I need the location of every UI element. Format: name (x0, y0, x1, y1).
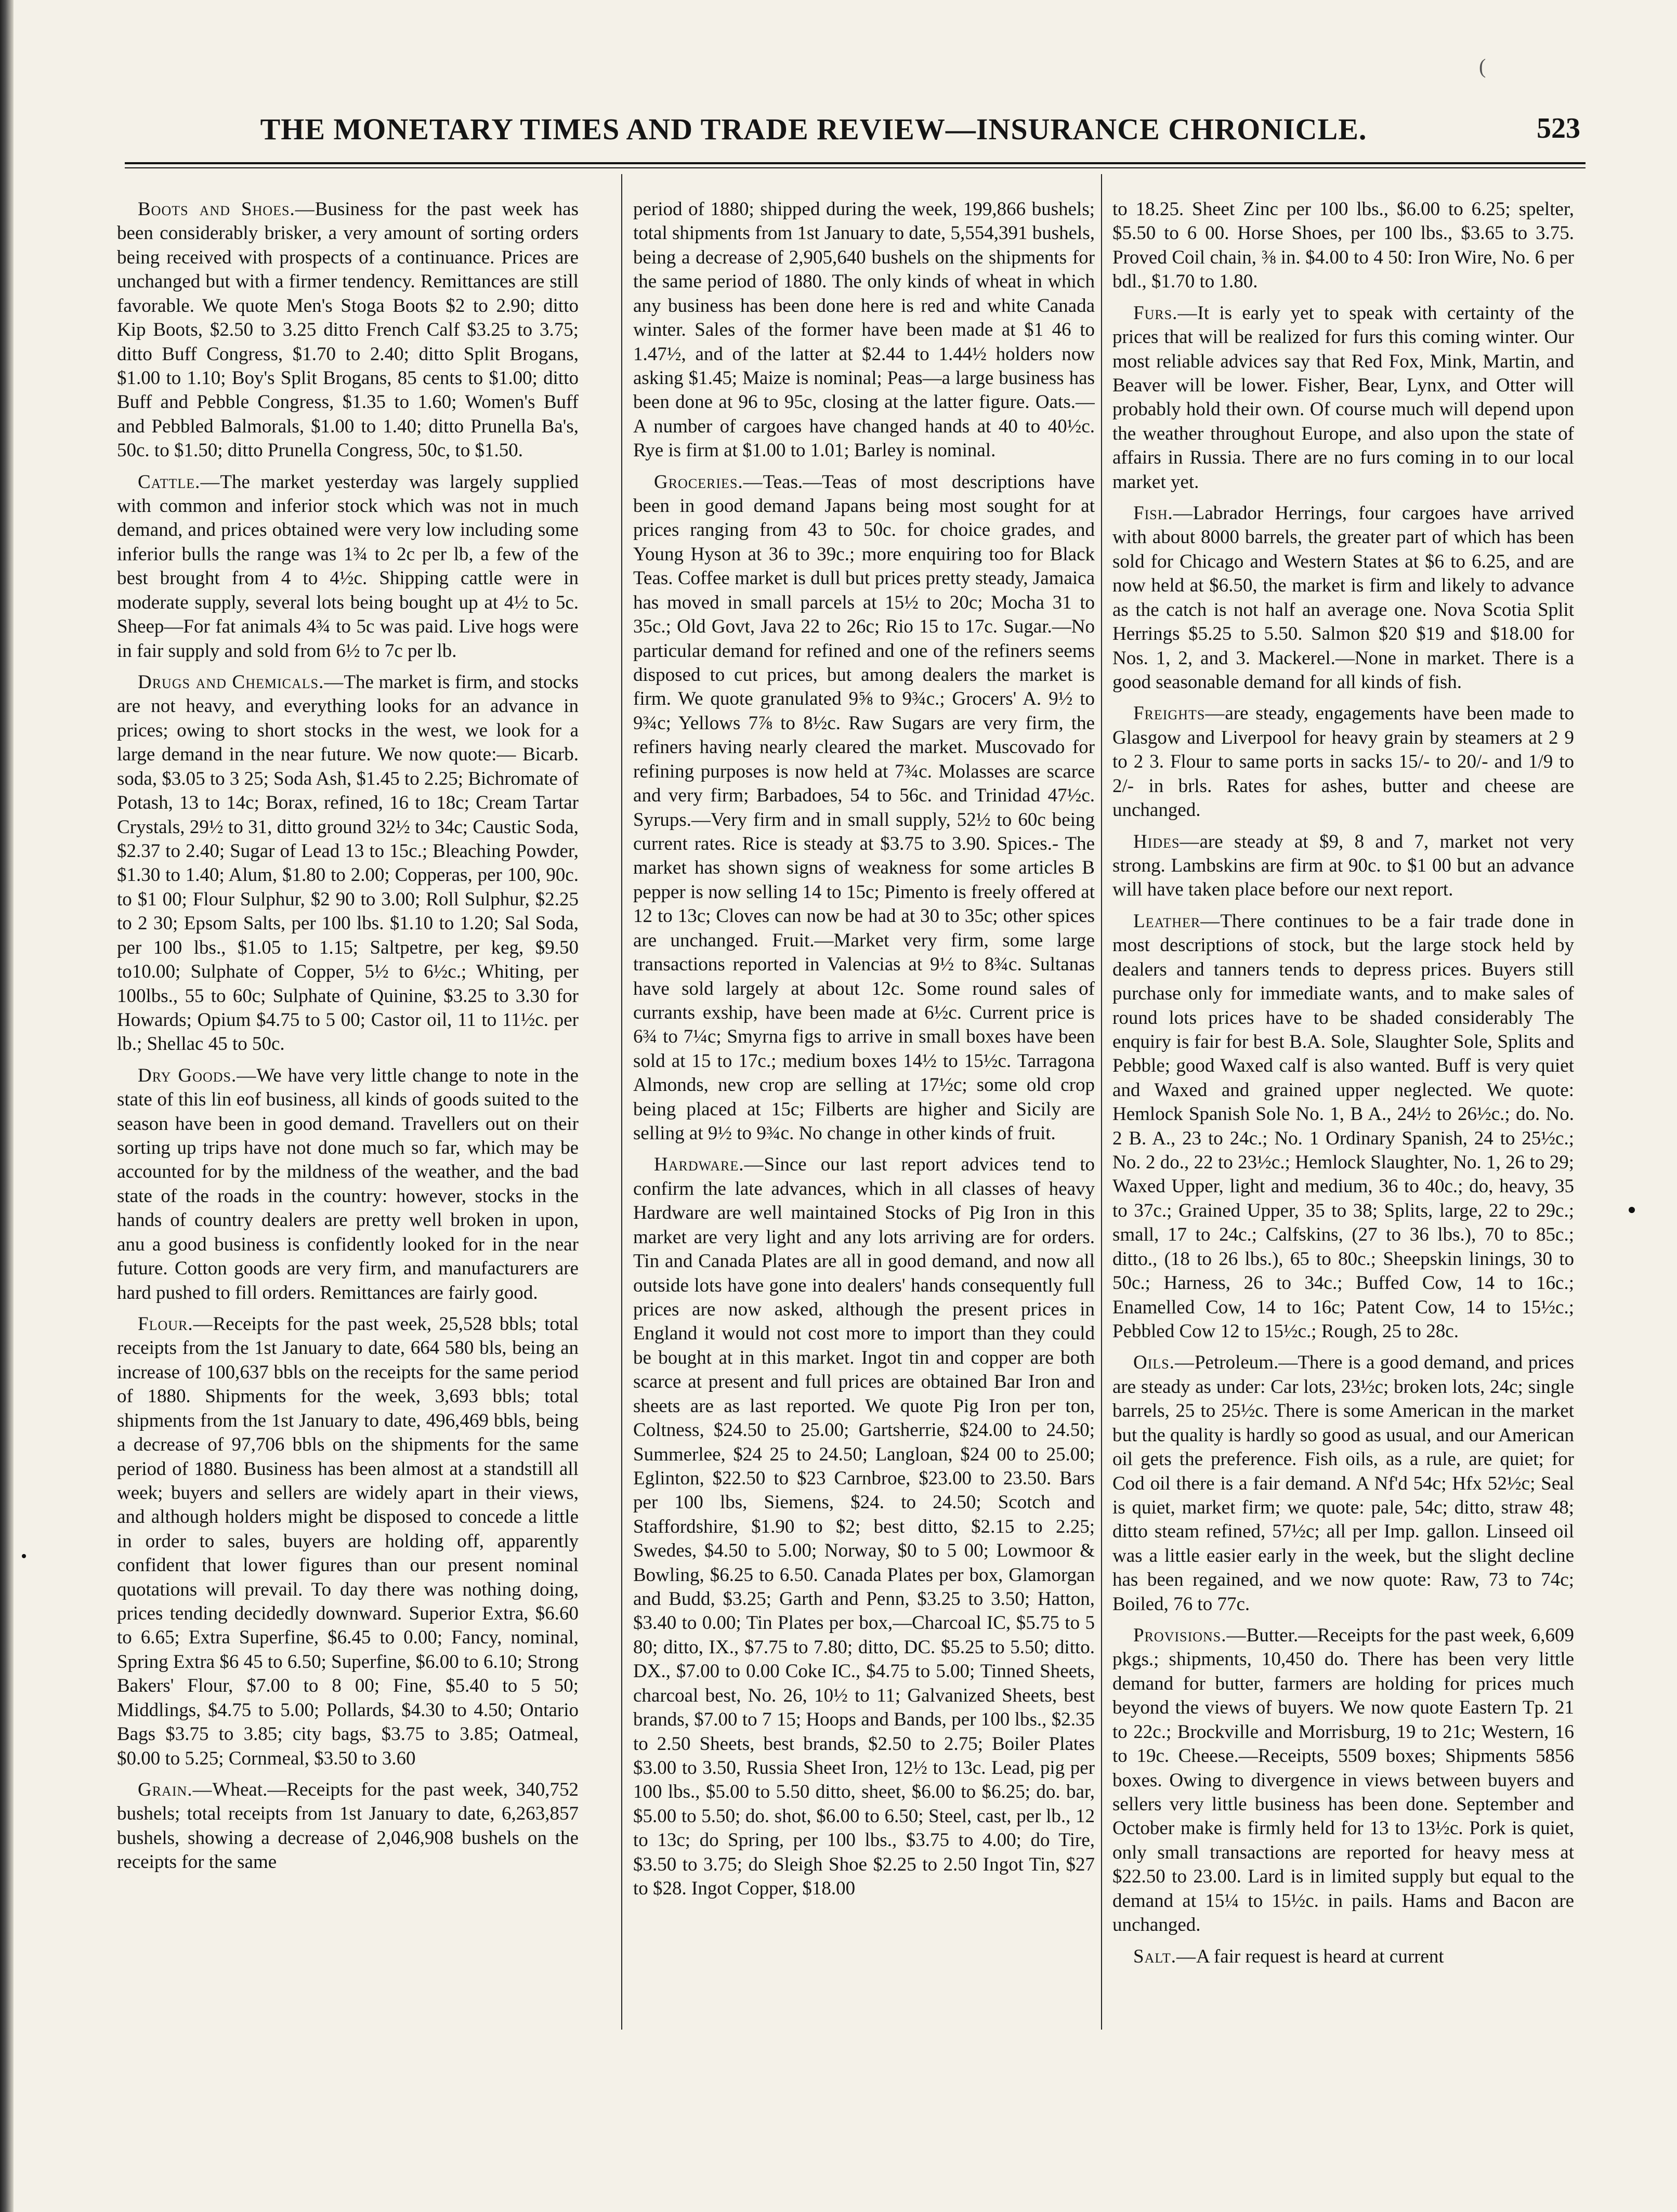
paragraph-text: The market is firm, and stocks are not heavy, and everything looks for an advance in prices; owing to short stocks in the west, we look for a large demand in the near future. We now quote:— Bicarb. soda, $3.05 to 3 25; Soda Ash, $1.45 to 2.25; Bichromate of Potash, 13 to 14c; Borax, refined, 16 to 18c; Cream Tartar Crystals, 29½ to 31, ditto ground 32½ to 34c; Caustic Soda, $2.37 to 2.40; Sugar of Lead 13 to 15c.; Bleaching Powder, $1.30 to 1.40; Alum, $1.80 to 2.00; Copperas, per 100, 90c. to $1 00; Flour Sulphur, $2 90 to 3.00; Roll Sulphur, $2.25 to 2 30; Epsom Salts, per 100 lbs. $1.10 to 1.20; Sal Soda, per 100 lbs., $1.05 to 1.15; Saltpetre, per keg, $9.50 to10.00; Sulphate of Copper, 5½ to 6½c.; Whiting, per 100lbs., 55 to 60c; Sulphate of Quinine, $3.25 to 3.30 for Howards; Opium $4.75 to 5 00; Castor oil, 11 to 11½c. per lb.; Shellac 45 to 50c. (117, 672, 579, 1055)
article-paragraph (1112, 502, 1574, 694)
header-rule-thin (125, 167, 1586, 168)
paragraph-text: Labrador Herrings, four cargoes have arrived with about 8000 barrels, the greater part of which has been sold for Chicago and Western States at $6 to 6.25, and are now held at $6.50, the market is firm and likely to advance as the catch is not half an average one. Nova Scotia Split Herrings $5.25 to 5.50. Salmon $20 $19 and $18.00 for Nos. 1, 2, and 3. Mackerel.—None in market. There is a good seasonable demand for all kinds of fish. (1112, 503, 1574, 693)
article-paragraph (1112, 1624, 1574, 1937)
article-paragraph (117, 670, 579, 1057)
section-heading: Leather— (1133, 910, 1221, 932)
paragraph-text: Petroleum.—There is a good demand, and prices are steady as under: Car lots, 23½c; broken lots, 24c; single barrels, 25 to 25½c. There is some American in the market but the quality is hardly so good as usual, and our American oil gets the preference. Fish oils, as a rule, are quiet; for Cod oil there is a fair demand. A Nf'd 54c; Hfx 52½c; Seal is quiet, market firm; we quote: pale, 54c; ditto, straw 48; ditto steam refined, 57½c; all per Imp. gallon. Linseed oil was a little easier early in the week, but the slight decline has been regained, and we now quote: Raw, 73 to 74c; Boiled, 76 to 77c. (1112, 1352, 1574, 1615)
article-paragraph (1112, 1351, 1574, 1616)
article-paragraph (117, 1312, 579, 1771)
paragraph-text: Teas.—Teas of most descriptions have been in good demand Japans being most sought for at prices ranging from 43 to 50c. for choice grades, and Young Hyson at 36 to 39c.; more enquiring too for Black Teas. Coffee market is dull but prices pretty steady, Jamaica has moved in small parcels at 15½ to 20c; Mocha 31 to 35c.; Old Govt, Java 22 to 26c; Rio 15 to 17c. Sugar.—No particular demand for refined and one of the refiners seems disposed to cut prices, but among dealers the market is firm. We quote granulated 9⅝ to 9¾c.; Grocers' A. 9½ to 9¾c; Yellows 7⅞ to 8½c. Raw Sugars are very firm, the refiners having nearly cleared the market. Muscovado for refining purposes is now held at 7¾c. Molasses are scarce and very firm; Barbadoes, 54 to 56c. and Trinidad 47½c. Syrups.—Very firm and in small supply, 52½ to 60c being current rates. Rice is steady at $3.75 to 3.90. Spices.- The market has shown signs of weakness for some articles B pepper is now selling 14 to 15c; Pimento is freely offered at 12 to 13c; Cloves can now be had at 30 to 35c; other spices are unchanged. Fruit.—Market very firm, some large transactions reported in Valencias at 9½ to 8¾c. Sultanas have sold largely at about 12c. Some round sales of currants exship, have been made at 6½c. Current price is 6¾ to 7¼c; Smyrna figs to arrive in small boxes have been sold at 15 to 17c.; medium boxes 14½ to 15½c. Tarragona Almonds, new crop are selling at 17½c; some old crop being placed at 15c; Filberts are higher and Sicily are selling at 9½ to 9¾c. No change in other kinds of fruit. (633, 471, 1095, 1144)
article-paragraph (1112, 1945, 1574, 1969)
article-paragraph (1112, 198, 1574, 294)
article-paragraph (633, 198, 1095, 463)
page-header (151, 107, 1580, 153)
ink-spot (22, 1554, 26, 1558)
text-column-1 (117, 198, 579, 2032)
section-heading: Boots and Shoes.— (138, 199, 315, 220)
article-paragraph (1112, 830, 1574, 902)
article-paragraph (117, 1778, 579, 1875)
page-number: 523 (1537, 112, 1580, 144)
section-heading: Flour.— (138, 1313, 213, 1335)
section-heading: Hardware.— (654, 1154, 764, 1176)
paragraph-text: Receipts for the past week, 25,528 bbls; total receipts from the 1st January to date, 664 580 bls, being an increase of 100,637 bbls on the receipts for the same period of 1880. Shipments for the week, 3,693 bbls; total shipments from the 1st January to date, 496,469 bbls, being a decrease of 97,706 bbls on the shipments for the same period of 1880. Business has been almost at a standstill all week; buyers and sellers are widely apart in their views, and although holders might be disposed to concede a little in order to sales, buyers are holding off, apparently confident that lower figures than our present nominal quotations will prevail. To day there was nothing doing, prices tending decidedly downward. Superior Extra, $6.60 to 6.65; Extra Superfine, $6.45 to 0.00; Fancy, nominal, Spring Extra $6 45 to 6.50; Superfine, $6.00 to 6.10; Strong Bakers' Flour, $7.00 to 8 00; Fine, $5.40 to 5 50; Middlings, $4.75 to 5.00; Pollards, $4.30 to 4.50; Ontario Bags $3.75 to 3.85; city bags, $3.75 to 3.85; Oatmeal, $0.00 to 5.25; Cornmeal, $3.50 to 3.60 (117, 1313, 579, 1769)
text-column-2 (633, 198, 1095, 2032)
article-paragraph (117, 1064, 579, 1305)
section-heading: Groceries.— (654, 471, 763, 493)
paragraph-text: are steady, engagements have been made to Glasgow and Liverpool for heavy grain by steamers at 2 9 to 2 3. Flour to same ports in sacks 15/- to 20/- and 1/9 to 2/- in brls. Rates for ashes, butter and cheese are unchanged. (1112, 703, 1574, 821)
paragraph-text: Since our last report advices tend to confirm the late advances, which in all classes of heavy Hardware are well maintained Stocks of Pig Iron in this market are very light and any lots arriving are for orders. Tin and Canada Plates are all in good demand, and now all outside lots have gone into dealers' hands consequently full prices are now asked, although the present prices in England it would not cost more to import than they could be bought at in this market. Ingot tin and copper are both scarce at present and full prices are obtained Bar Iron and sheets are as last reported. We quote Pig Iron per ton, Coltness, $24.50 to 25.00; Gartsherrie, $24.00 to 24.50; Summerlee, $24 25 to 24.50; Langloan, $24 00 to 25.00; Eglinton, $22.50 to $23 Carnbroe, $23.00 to 23.50. Bars per 100 lbs, Siemens, $24. to 24.50; Scotch and Staffordshire, $1.90 to $2; best ditto, $2.15 to 2.25; Swedes, $4.50 to 5.00; Norway, $0 to 5 00; Lowmoor & Bowling, $6.25 to 6.50. Canada Plates per box, Glamorgan and Budd, $3.25; Garth and Penn, $3.25 to 3.50; Hatton, $3.40 to 0.00; Tin Plates per box,—Charcoal IC, $5.75 to 5 80; ditto, IX., $7.75 to 7.80; ditto, DC. $5.25 to 5.50; ditto. DX., $7.00 to 0.00 Coke IC., $4.75 to 5.00; Tinned Sheets, charcoal best, No. 26, 10½ to 11; Galvanized Sheets, best brands, $7.00 to 7 15; Hoops and Bands, per 100 lbs., $2.35 to 2.50 Sheets, best brands, $2.50 to 2.75; Boiler Plates $3.00 to 3.50, Russia Sheet Iron, 12½ to 13c. Lead, pig per 100 lbs., $5.00 to 5.50 ditto, sheet, $6.00 to $6.25; do. bar, $5.00 to 5.50; do. shot, $6.00 to 6.50; Steel, cast, per lb., 12 to 13c; do Spring, per 100 lbs., $3.75 to 4.00; do Tire, $3.50 to 3.75; do Sleigh Shoe $2.25 to 2.50 Ingot Tin, $27 to $28. Ingot Copper, $18.00 (633, 1154, 1095, 1900)
section-heading: Freights— (1133, 703, 1225, 725)
article-paragraph (117, 198, 579, 463)
paragraph-text: period of 1880; shipped during the week, 199,866 bushels; total shipments from 1st January to date, 5,554,391 bushels, being a decrease of 2,905,640 bushels on the shipments for the same period of 1880. The only kinds of wheat in which any business has been done here is red and white Canada winter. Sales of the former have been made at $1 46 to 1.47½, and of the latter at $2.44 to 1.44½ holders now asking $1.45; Maize is nominal; Peas—a large business has been done at 96 to 95c, closing at the latter figure. Oats.—A number of cargoes have changed hands at 40 to 40½c. Rye is firm at $1.00 to 1.01; Barley is nominal. (633, 199, 1095, 462)
paragraph-text: There continues to be a fair trade done in most descriptions of stock, but the large stock held by dealers and tanners tends to depress prices. Buyers still purchase only for immediate wants, and to make sales of round lots prices have to be shaded considerably The enquiry is fair for best B.A. Sole, Slaughter Sole, Splits and Pebble; good Waxed calf is also wanted. Buff is very quiet and Waxed and grained upper neglected. We quote: Hemlock Spanish Sole No. 1, B A., 24½ to 26½c.; do. No. 2 B. A., 23 to 24c.; No. 1 Ordinary Spanish, 24 to 25½c.; No. 2 do., 22 to 23½c.; Hemlock Slaughter, No. 1, 26 to 29; Waxed Upper, light and medium, 36 to 40c.; do, heavy, 35 to 37c.; Grained Upper, 35 to 38; Splits, large, 22 to 29c.; small, 17 to 24c.; Calfskins, (27 to 36 lbs.), 70 to 85c.; ditto., (18 to 26 lbs.), 65 to 80c.; Sheepskin linings, 30 to 50c.; Harness, 26 to 34c.; Buffed Cow, 14 to 16c.; Enamelled Cow, 14 to 16c; Patent Cow, 14 to 15½c.; Pebbled Cow 12 to 15½c.; Rough, 25 to 28c. (1112, 910, 1574, 1342)
ink-spot (1629, 1207, 1635, 1213)
article-paragraph (117, 470, 579, 663)
header-rule-thick (125, 162, 1586, 164)
page-title: THE MONETARY TIMES AND TRADE REVIEW—INSURANCE CHRONICLE. (260, 112, 1367, 146)
paragraph-text: to 18.25. Sheet Zinc per 100 lbs., $6.00 to 6.25; spelter, $5.50 to 6 00. Horse Shoes, per 100 lbs., $3.65 to 3.75. Proved Coil chain, ⅜ in. $4.00 to 4 50: Iron Wire, No. 6 per bdl., $1.70 to 1.80. (1112, 199, 1574, 293)
paragraph-text: Business for the past week has been considerably brisker, a very amount of sorting orders being received with prospects of a continuance. Prices are unchanged but with a firmer tendency. Remittances are still favorable. We quote Men's Stoga Boots $2 to 2.90; ditto Kip Boots, $2.50 to 3.25 ditto French Calf $3.25 to 3.75; ditto Buff Congress, $1.70 to 2.40; ditto Split Brogans, $1.00 to 1.10; Boy's Split Brogans, 85 cents to $1.00; ditto Buff and Pebble Congress, $1.35 to 1.60; Women's Buff and Pebbled Balmorals, $1.00 to 1.40; ditto Prunella Ba's, 50c. to $1.50; ditto Prunella Congress, 50c, to $1.50. (117, 199, 579, 462)
article-paragraph (633, 470, 1095, 1146)
section-heading: Dry Goods.— (138, 1064, 257, 1086)
text-column-3 (1112, 198, 1574, 2032)
section-heading: Salt.— (1133, 1945, 1196, 1967)
section-heading: Fish.— (1133, 503, 1193, 524)
section-heading: Provisions.— (1133, 1625, 1247, 1647)
section-heading: Hides— (1133, 831, 1200, 852)
section-heading: Cattle.— (138, 471, 220, 493)
section-heading: Grain.— (138, 1779, 213, 1800)
paragraph-text: It is early yet to speak with certainty of the prices that will be realized for furs this coming winter. Our most reliable advices say that Red Fox, Mink, Martin, and Beaver will be lower. Fisher, Bear, Lynx, and Otter will probably hold their own. Of course much will depend upon the weather throughout Europe, and also upon the state of affairs in Russia. There are no furs coming in to our local market yet. (1112, 302, 1574, 493)
paragraph-text: are steady at $9, 8 and 7, market not very strong. Lambskins are firm at 90c. to $1 00 but an advance will have taken place before our next report. (1112, 831, 1574, 901)
column-divider (621, 174, 622, 2030)
paragraph-text: A fair request is heard at current (1196, 1945, 1444, 1967)
column-divider (1101, 174, 1102, 2030)
article-paragraph (1112, 301, 1574, 494)
section-heading: Oils.— (1133, 1352, 1195, 1374)
page-binding-edge (0, 0, 14, 2212)
article-paragraph (1112, 910, 1574, 1344)
paragraph-text: We have very little change to note in the state of this lin eof business, all kinds of goods suited to the season have been in good demand. Travellers out on their sorting up trips have not done much so far, which may be accounted for by the mildness of the weather, and the bad state of the roads in the country: however, stocks in the hands of country dealers are pretty well broken in upon, anu a good business is confidently looked for in the near future. Cotton goods are very firm, and manufacturers are hard pushed to fill orders. Remittances are fairly good. (117, 1064, 579, 1304)
paragraph-text: The market yesterday was largely supplied with common and inferior stock which was not in much demand, and prices obtained were very low including some inferior bulls the range was 1¾ to 2c per lb, a few of the best brought from 4 to 4½c. Shipping cattle were in moderate supply, several lots being bought up at 4½ to 5c. Sheep—For fat animals 4¾ to 5c was paid. Live hogs were in fair supply and sold from 6½ to 7c per lb. (117, 471, 579, 662)
article-paragraph (633, 1153, 1095, 1901)
paragraph-text: Wheat.—Receipts for the past week, 340,752 bushels; total receipts from 1st January to date, 6,263,857 bushels, showing a decrease of 2,046,908 bushels on the receipts for the same (117, 1779, 579, 1873)
margin-mark: ( (1479, 55, 1486, 78)
section-heading: Furs.— (1133, 302, 1198, 324)
article-paragraph (1112, 702, 1574, 822)
paragraph-text: Butter.—Receipts for the past week, 6,609 pkgs.; shipments, 10,450 do. There has been very little demand for butter, farmers are holding for prices much beyond the views of buyers. We now quote Eastern Tp. 21 to 22c.; Brockville and Morrisburg, 19 to 21c; Western, 16 to 19c. Cheese.—Receipts, 5509 boxes; Shipments 5856 boxes. Owing to divergence in views between buyers and sellers very little business has been done. September and October make is firmly held for 13 to 13½c. Pork is quiet, only small transactions are reported for heavy mess at $22.50 to 23.00. Lard is in limited supply but equal to the demand at 15¼ to 15½c. in pails. Hams and Bacon are unchanged. (1112, 1625, 1574, 1936)
section-heading: Drugs and Chemicals.— (138, 672, 344, 693)
